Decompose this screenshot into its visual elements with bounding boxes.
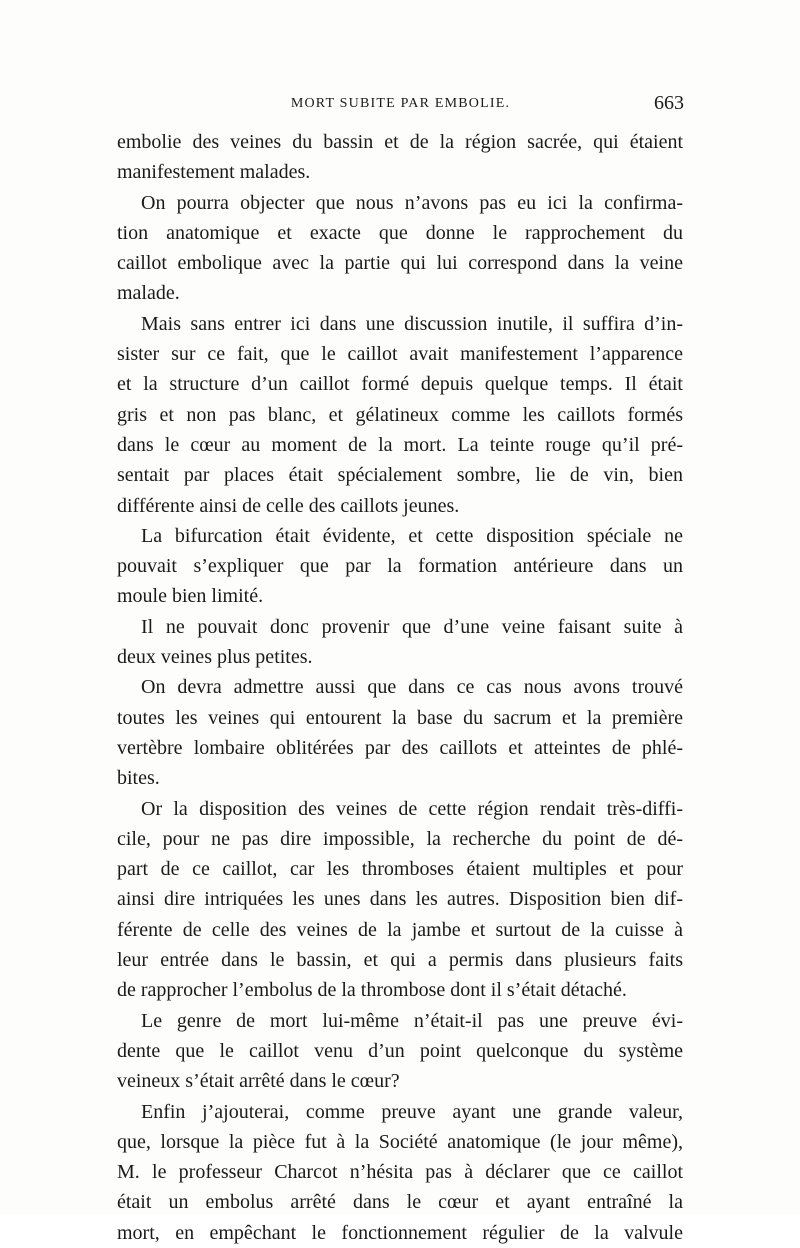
text-line: bites. [117,767,160,790]
text-line: gris et non pas blanc, et gélatineux comme les caillots formés [117,403,683,426]
text-line: part de ce caillot, car les thromboses étaient multiples et pour [117,858,683,881]
text-line: que, lorsque la pièce fut à la Société anatomique (le jour même), [117,1130,683,1153]
text-line: On devra admettre aussi que dans ce cas nous avons trouvé [141,676,683,699]
page-header [117,94,684,120]
text-line: Le genre de mort lui-même n’était-il pas une preuve évi- [141,1009,683,1032]
text-line: deux veines plus petites. [117,646,313,669]
text-line: caillot embolique avec la partie qui lui correspond dans la veine [117,252,683,275]
text-line: veineux s’était arrêté dans le cœur? [117,1070,400,1093]
text-line: et la structure d’un caillot formé depuis quelque temps. Il était [117,373,683,396]
text-line: Enfin j’ajouterai, comme preuve ayant une grande valeur, [141,1100,683,1123]
text-line: différente ainsi de celle des caillots jeunes. [117,494,460,517]
text-line: dans le cœur au moment de la mort. La teinte rouge qu’il pré- [117,433,683,456]
text-line: tion anatomique et exacte que donne le rapprochement du [117,221,683,244]
text-line: embolie des veines du bassin et de la région sacrée, qui étaient [117,131,683,153]
text-line: cile, pour ne pas dire impossible, la recherche du point de dé- [117,827,683,850]
text-line: ainsi dire intriquées les unes dans les autres. Disposition bien dif- [117,888,683,911]
text-line: de rapprocher l’embolus de la thrombose dont il s’était détaché. [117,979,627,1002]
page-number: 663 [654,92,684,114]
text-line: manifestement malades. [117,161,311,184]
text-line: dente que le caillot venu d’un point quelconque du système [117,1039,683,1062]
text-line: était un embolus arrêté dans le cœur et ayant entraîné la [117,1191,683,1214]
text-line: Il ne pouvait donc provenir que d’une veine faisant suite à [141,615,683,638]
text-line: férente de celle des veines de la jambe et surtout de la cuisse à [117,918,683,941]
text-line: moule bien limité. [117,585,264,608]
text-line: On pourra objecter que nous n’avons pas eu ici la confirma- [141,191,683,214]
text-line: Mais sans entrer ici dans une discussion inutile, il suffira d’in- [141,312,683,335]
text-line: La bifurcation était évidente, et cette disposition spéciale ne [141,524,683,547]
text-line: Or la disposition des veines de cette région rendait très-diffi- [141,797,683,820]
text-line: vertèbre lombaire oblitérées par des caillots et atteintes de phlé- [117,736,683,759]
body-text [117,127,683,1248]
text-line: sentait par places était spécialement sombre, lie de vin, bien [117,464,683,487]
text-line: M. le professeur Charcot n’hésita pas à déclarer que ce caillot [117,1161,683,1184]
text-line: leur entrée dans le bassin, et qui a permis dans plusieurs faits [117,949,683,972]
text-line: mort, en empêchant le fonctionnement régulier de la valvule [117,1221,683,1244]
text-line: sister sur ce fait, que le caillot avait manifestement l’apparence [117,343,683,366]
text-line: malade. [117,282,180,305]
running-title: MORT SUBITE PAR EMBOLIE. [290,96,511,111]
text-line: pouvait s’expliquer que par la formation antérieure dans un [117,555,683,578]
text-line: toutes les veines qui entourent la base du sacrum et la première [117,706,683,729]
